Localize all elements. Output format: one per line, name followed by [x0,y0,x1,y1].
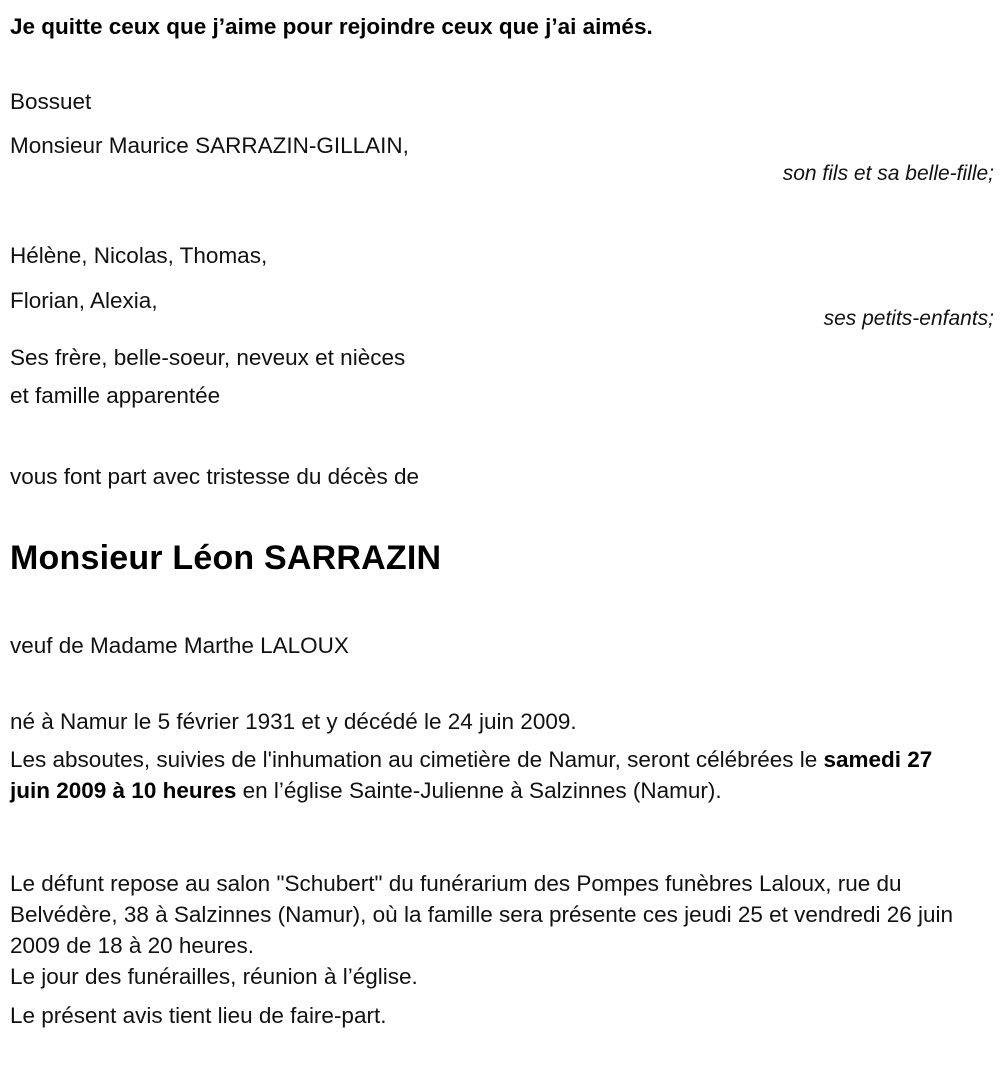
family-name-line: et famille apparentée [10,383,221,408]
announcement-line: vous font part avec tristesse du décès de [10,464,419,489]
family-name-line: Monsieur Maurice SARRAZIN-GILLAIN, [10,133,409,158]
epigraph-quote: Je quitte ceux que j’aime pour rejoindre ceux que j’ai aimés. [10,14,653,39]
family-relation-label: ses petits-enfants; [823,307,994,330]
deceased-name: Monsieur Léon SARRAZIN [10,539,442,577]
ceremony-text-before: Les absoutes, suivies de l'inhumation au cimetière de Namur, seront célébrées le [10,747,824,772]
family-name-line: Hélène, Nicolas, Thomas, [10,243,268,268]
family-name-line: Florian, Alexia, [10,288,158,313]
ceremony-datetime: samedi 27 juin 2009 à 10 heures [10,747,933,803]
family-name-line: Ses frère, belle-soeur, neveux et nièces [10,345,406,370]
repose-paragraph: Le défunt repose au salon "Schubert" du funérarium des Pompes funèbres Laloux, rue du Belvédère, 38 à Salzinnes (Namur), où la famille sera présente ces jeudi 25 et vendredi 26 juin 2009 de 18 à 20 heures. [10,871,954,958]
ceremony-text-after: en l’église Sainte-Julienne à Salzinnes (Namur). [236,778,722,803]
notice-line: Le présent avis tient lieu de faire-part. [10,1003,387,1028]
epigraph-attribution: Bossuet [10,89,92,114]
ceremony-paragraph [10,744,972,806]
deceased-spouse-line: veuf de Madame Marthe LALOUX [10,633,349,658]
family-relation-label: son fils et sa belle-fille; [782,162,994,185]
birth-death-line: né à Namur le 5 février 1931 et y décédé le 24 juin 2009. [10,709,577,734]
gathering-line: Le jour des funérailles, réunion à l’église. [10,964,418,989]
